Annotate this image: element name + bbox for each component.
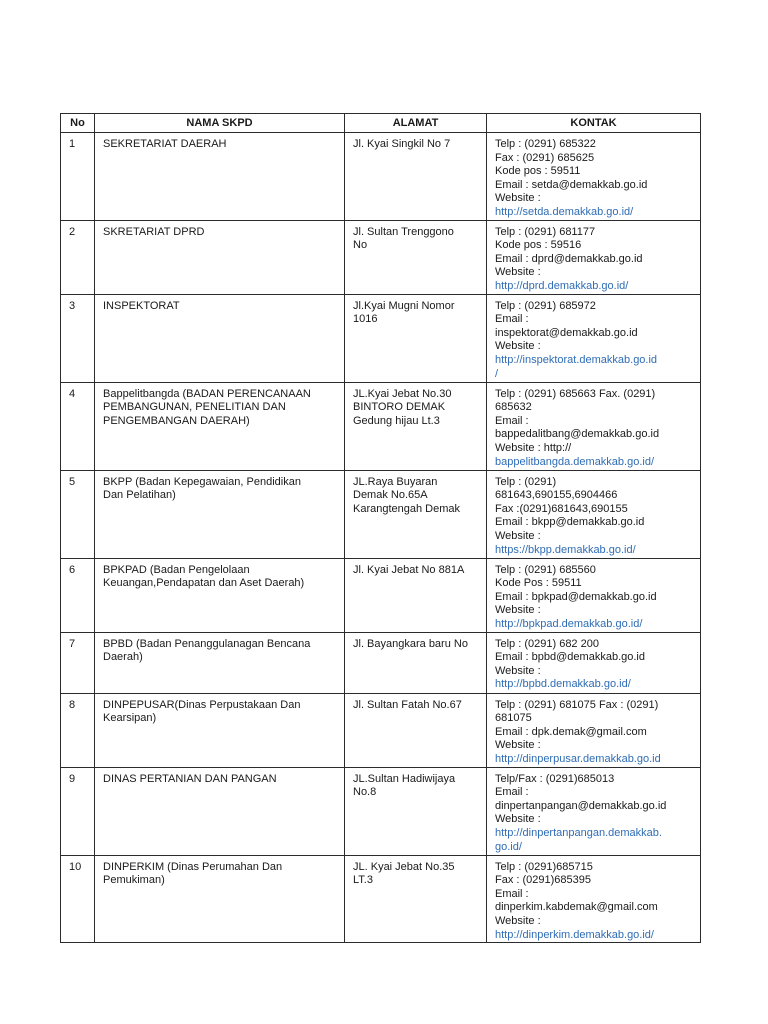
website-link[interactable]: http://dinperpusar.demakkab.go.id (495, 752, 661, 765)
kontak-line: Email : (495, 313, 529, 326)
cell-nama-skpd-line: DINAS PERTANIAN DAN PANGAN (103, 772, 277, 785)
kontak-line: Kode pos : 59511 (495, 165, 581, 178)
kontak-line: Website : (495, 664, 541, 677)
cell-alamat (345, 558, 487, 632)
kontak-line: Website : http:// (495, 441, 572, 454)
kontak-line: Website : (495, 914, 541, 927)
cell-nama-skpd (95, 767, 345, 855)
kontak-line: Email : dprd@demakkab.go.id (495, 252, 643, 265)
kontak-line: Website : (495, 604, 541, 617)
cell-alamat (345, 855, 487, 943)
cell-alamat-line: Jl. Bayangkara baru No (353, 637, 468, 650)
website-link[interactable]: http://inspektorat.demakkab.go.id (495, 353, 658, 366)
cell-nama-skpd-line: BKPP (Badan Kepegawaian, Pendidikan (103, 475, 301, 488)
cell-nama-skpd-line: Pemukiman) (103, 874, 165, 887)
kontak-line: Telp : (0291) 681075 Fax : (0291) (495, 698, 659, 711)
kontak-line: Telp : (0291)685715 (495, 860, 593, 873)
cell-nama-skpd (95, 470, 345, 558)
cell-nama-skpd-line: BPKPAD (Badan Pengelolaan (103, 563, 250, 576)
cell-alamat (345, 133, 487, 221)
table-row (61, 220, 701, 294)
cell-nama-skpd-line: BPBD (Badan Penanggulanagan Bencana (103, 637, 311, 650)
kontak-line: Website : (495, 813, 541, 826)
kontak-line: Telp/Fax : (0291)685013 (495, 772, 615, 785)
kontak-line: Telp : (0291) 682 200 (495, 637, 599, 650)
cell-alamat-line: JL. Kyai Jebat No.35 (353, 860, 455, 873)
kontak-line: Telp : (0291) (495, 475, 557, 488)
cell-alamat-line: JL.Kyai Jebat No.30 (353, 387, 452, 400)
cell-alamat (345, 632, 487, 693)
kontak-line: Email : (495, 786, 529, 799)
cell-nama-skpd-line: INSPEKTORAT (103, 299, 180, 312)
website-link[interactable]: go.id/ (495, 840, 522, 853)
cell-kontak (487, 693, 701, 767)
website-link[interactable]: http://bpkpad.demakkab.go.id/ (495, 617, 643, 630)
website-link[interactable]: / (495, 367, 499, 380)
table-row (61, 693, 701, 767)
cell-alamat-line: JL.Sultan Hadiwijaya (353, 772, 456, 785)
kontak-line: Kode pos : 59516 (495, 239, 582, 252)
cell-no: 5 (61, 470, 95, 558)
cell-no: 9 (61, 767, 95, 855)
cell-alamat-line: Gedung hijau Lt.3 (353, 414, 440, 427)
website-link[interactable]: https://bkpp.demakkab.go.id/ (495, 543, 636, 556)
cell-nama-skpd (95, 632, 345, 693)
cell-nama-skpd (95, 855, 345, 943)
website-link[interactable]: http://dinperkim.demakkab.go.id/ (495, 928, 654, 941)
cell-nama-skpd (95, 294, 345, 382)
cell-nama-skpd-line: SKRETARIAT DPRD (103, 225, 205, 238)
cell-alamat-line: JL.Raya Buyaran (353, 475, 438, 488)
table-row (61, 855, 701, 943)
cell-no: 3 (61, 294, 95, 382)
kontak-line: inspektorat@demakkab.go.id (495, 326, 638, 339)
cell-no: 7 (61, 632, 95, 693)
kontak-line: dinpertanpangan@demakkab.go.id (495, 799, 667, 812)
cell-no: 2 (61, 220, 95, 294)
cell-alamat-line: LT.3 (353, 874, 373, 887)
cell-no: 6 (61, 558, 95, 632)
kontak-line: bappedalitbang@demakkab.go.id (495, 428, 660, 441)
cell-nama-skpd-line: Bappelitbangda (BADAN PERENCANAAN (103, 387, 311, 400)
cell-alamat-line: No (353, 239, 368, 252)
cell-alamat-line: Karangtengah Demak (353, 502, 461, 515)
cell-nama-skpd-line: Keuangan,Pendapatan dan Aset Daerah) (103, 577, 305, 590)
kontak-line: Email : (495, 414, 529, 427)
cell-alamat-line: Jl. Kyai Jebat No 881A (353, 563, 465, 576)
website-link[interactable]: http://dprd.demakkab.go.id/ (495, 279, 629, 292)
header-kontak: KONTAK (487, 114, 701, 133)
cell-nama-skpd (95, 133, 345, 221)
cell-no: 8 (61, 693, 95, 767)
cell-alamat (345, 470, 487, 558)
cell-alamat-line: Jl. Sultan Fatah No.67 (353, 698, 462, 711)
kontak-line: Website : (495, 192, 541, 205)
cell-kontak (487, 220, 701, 294)
cell-alamat (345, 294, 487, 382)
table-row (61, 382, 701, 470)
kontak-line: 681643,690155,6904466 (495, 489, 618, 502)
kontak-line: Telp : (0291) 681177 (495, 225, 596, 238)
cell-nama-skpd-line: DINPEPUSAR(Dinas Perpustakaan Dan (103, 698, 301, 711)
header-no: No (61, 114, 95, 133)
cell-no: 4 (61, 382, 95, 470)
cell-alamat (345, 220, 487, 294)
kontak-line: Telp : (0291) 685560 (495, 563, 596, 576)
cell-nama-skpd (95, 558, 345, 632)
cell-nama-skpd-line: Kearsipan) (103, 712, 157, 725)
table-row (61, 133, 701, 221)
skpd-table (60, 113, 701, 943)
cell-alamat-line: BINTORO DEMAK (353, 401, 446, 414)
cell-alamat-line: No.8 (353, 786, 377, 799)
cell-nama-skpd-line: Daerah) (103, 651, 143, 664)
cell-no: 10 (61, 855, 95, 943)
cell-nama-skpd-line: DINPERKIM (Dinas Perumahan Dan (103, 860, 283, 873)
kontak-line: Kode Pos : 59511 (495, 577, 582, 590)
kontak-line: dinperkim.kabdemak@gmail.com (495, 901, 658, 914)
kontak-line: Website : (495, 266, 541, 279)
kontak-line: Website : (495, 739, 541, 752)
table-row (61, 470, 701, 558)
header-alamat: ALAMAT (345, 114, 487, 133)
table-row (61, 294, 701, 382)
cell-kontak (487, 558, 701, 632)
kontak-line: Email : (495, 887, 529, 900)
website-link[interactable]: http://setda.demakkab.go.id/ (495, 205, 634, 218)
table-row (61, 558, 701, 632)
cell-nama-skpd-line: Dan Pelatihan) (103, 489, 176, 502)
cell-nama-skpd-line: SEKRETARIAT DAERAH (103, 138, 227, 150)
website-link[interactable]: http://bpbd.demakkab.go.id/ (495, 678, 631, 691)
cell-alamat-line: Jl.Kyai Mugni Nomor (353, 299, 455, 312)
kontak-line: Telp : (0291) 685322 (495, 138, 596, 150)
kontak-line: Email : bpkpad@demakkab.go.id (495, 590, 657, 603)
cell-kontak (487, 632, 701, 693)
cell-nama-skpd (95, 220, 345, 294)
cell-alamat-line: 1016 (353, 313, 378, 326)
kontak-line: Telp : (0291) 685663 Fax. (0291) (495, 387, 656, 400)
kontak-line: Fax : (0291)685395 (495, 874, 592, 887)
cell-kontak (487, 470, 701, 558)
kontak-line: 685632 (495, 401, 532, 414)
kontak-line: Website : (495, 529, 541, 542)
cell-kontak (487, 133, 701, 221)
kontak-line: Fax :(0291)681643,690155 (495, 502, 628, 515)
cell-nama-skpd (95, 693, 345, 767)
kontak-line: 681075 (495, 712, 532, 725)
kontak-line: Email : setda@demakkab.go.id (495, 178, 648, 191)
kontak-line: Website : (495, 340, 541, 353)
cell-kontak (487, 767, 701, 855)
kontak-line: Email : bpbd@demakkab.go.id (495, 651, 645, 664)
cell-kontak (487, 855, 701, 943)
table-row (61, 767, 701, 855)
cell-kontak (487, 294, 701, 382)
website-link[interactable]: http://dinpertanpangan.demakkab. (495, 826, 662, 839)
kontak-line: Fax : (0291) 685625 (495, 151, 595, 164)
cell-alamat (345, 767, 487, 855)
header-nama-skpd: NAMA SKPD (95, 114, 345, 133)
cell-no: 1 (61, 133, 95, 221)
website-link[interactable]: bappelitbangda.demakkab.go.id/ (495, 455, 655, 468)
cell-alamat (345, 693, 487, 767)
kontak-line: Email : dpk.demak@gmail.com (495, 725, 647, 738)
cell-nama-skpd (95, 382, 345, 470)
cell-alamat-line: Demak No.65A (353, 489, 428, 502)
cell-alamat (345, 382, 487, 470)
cell-kontak (487, 382, 701, 470)
table-row (61, 632, 701, 693)
cell-alamat-line: Jl. Sultan Trenggono (353, 225, 454, 238)
kontak-line: Email : bkpp@demakkab.go.id (495, 516, 645, 529)
cell-nama-skpd-line: PENGEMBANGAN DAERAH) (103, 414, 250, 427)
cell-nama-skpd-line: PEMBANGUNAN, PENELITIAN DAN (103, 401, 286, 414)
cell-alamat-line: Jl. Kyai Singkil No 7 (353, 138, 451, 150)
kontak-line: Telp : (0291) 685972 (495, 299, 596, 312)
table-header-row (61, 114, 701, 133)
